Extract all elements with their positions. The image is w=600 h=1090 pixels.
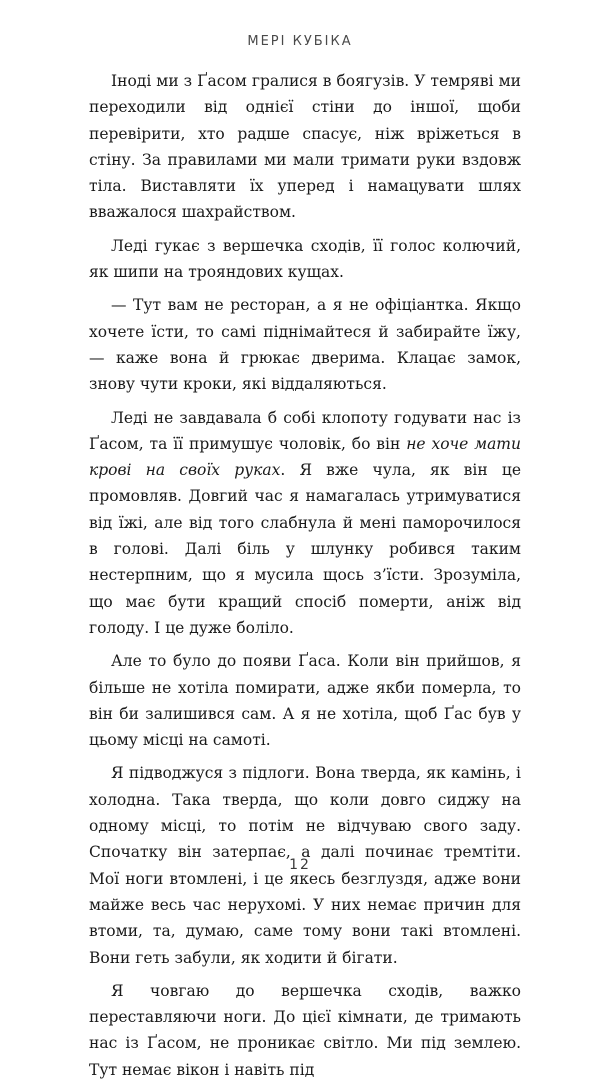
paragraph-1: Іноді ми з Ґасом гралися в боягузів. У темряві ми переходили від однієї стіни до іншої, щоби перевірити, хто радше спасує, ніж вріжеться в стіну. За правилами ми мали тримати руки вздовж тіла. Виставляти їх уперед і намацувати шлях вважалося шахрайством. (89, 72, 521, 222)
paragraph-7: Я човгаю до вершечка сходів, важко переставляючи ноги. До цієї кімнати, де тримають нас із Ґасом, не проникає світло. Ми під землею. Тут немає вікон і навіть під (89, 981, 521, 1079)
body-text (89, 68, 521, 1090)
paragraph-5: Але то було до появи Ґаса. Коли він прийшов, я більше не хотіла помирати, адже якби померла, то він би залишився сам. А я не хотіла, щоб Ґас був у цьому місці на самоті. (89, 652, 521, 750)
paragraph-4 (89, 405, 521, 642)
paragraph-3: — Тут вам не ресторан, а я не офіціантка. Якщо хочете їсти, то самі піднімайтеся й забирайте їжу, — каже вона й грюкає дверима. Клацає замок, знову чути кроки, які віддаляються. (89, 296, 521, 394)
paragraph-4-text-start: Леді не завдавала б собі клопоту годувати нас із Ґасом, та її примушує чоловік, бо він (89, 408, 521, 453)
running-header-author: МЕРІ КУБІКА (247, 34, 353, 49)
paragraph-4-italic-quote: не хоче мати крові на своїх руках (89, 434, 521, 480)
paragraph-2: Леді гукає з вершечка сходів, її голос колючий, як шипи на трояндових кущах. (89, 236, 521, 282)
page-number: 12 (289, 857, 311, 873)
paragraph-6: Я підводжуся з підлоги. Вона тверда, як камінь, і холодна. Така тверда, що коли довго сиджу на одному місці, то потім не відчуваю свого заду. Спочатку він затерпає, а далі починає тремтіти. Мої ноги втомлені, і це якесь безглуздя, адже вони майже весь час нерухомі. У них немає причин для втоми, та, думаю, саме тому вони такі втомлені. Вони геть забули, як ходити й бігати. (89, 764, 521, 967)
paragraph-4-text-end: . Я вже чула, як він це промовляв. Довгий час я намагалась утримуватися від їжі, але від того слабнула й мені паморочилося в голові. Далі біль у шлунку робився таким нестерпним, що я мусила щось з’їсти. Зрозуміла, що має бути кращий спосіб померти, аніж від голоду. І це дуже боліло. (89, 461, 522, 637)
